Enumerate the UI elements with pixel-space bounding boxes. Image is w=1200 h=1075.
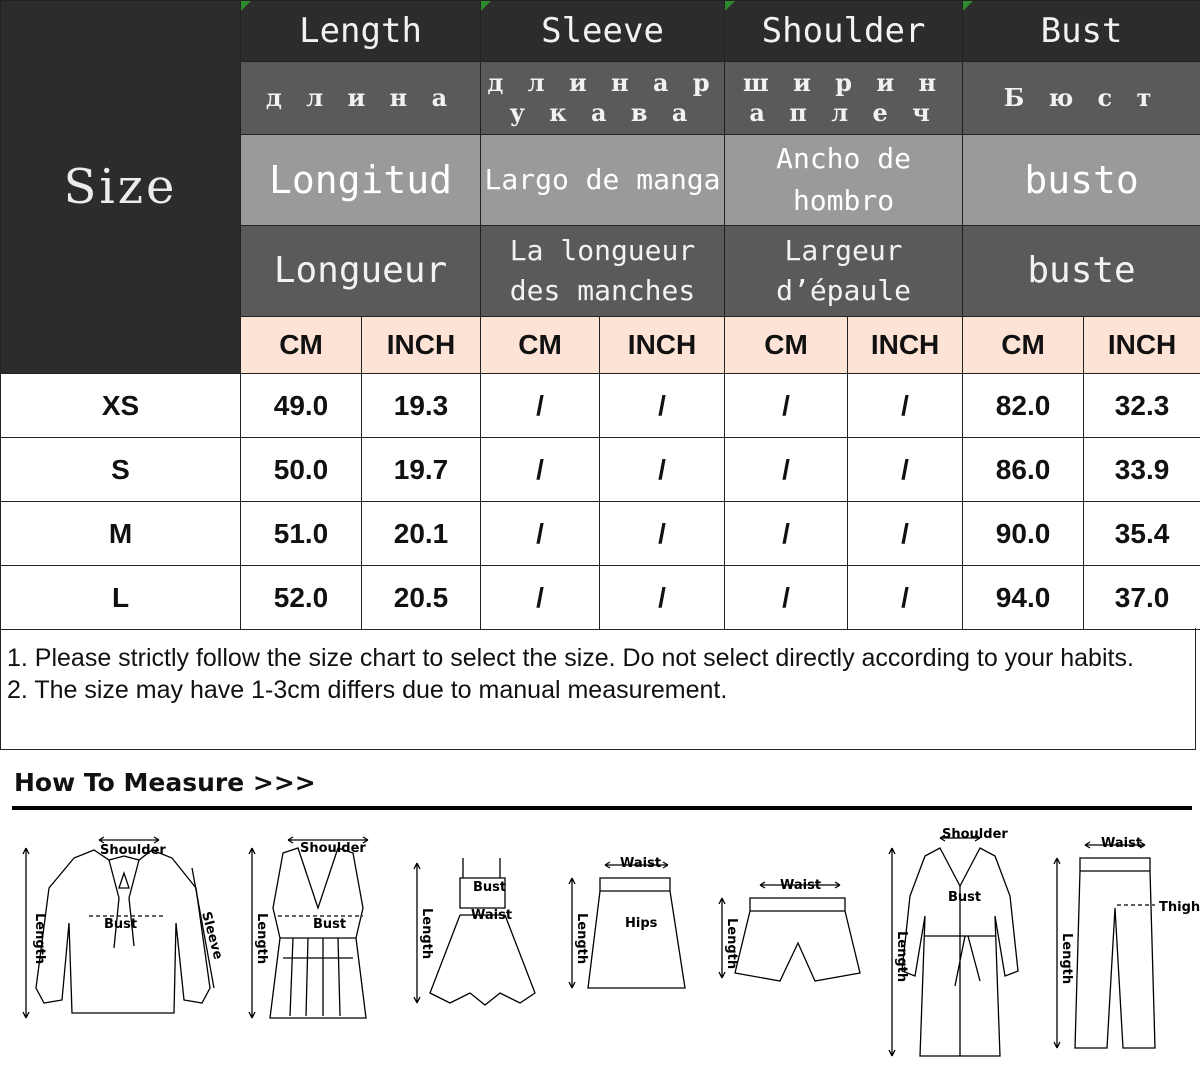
sleeve-label: Sleeve xyxy=(198,910,226,962)
shoulder-label: Shoulder xyxy=(942,827,1008,842)
length-label: Length xyxy=(574,913,589,965)
coat-belt-icon xyxy=(925,886,995,1056)
sleeve-cm-cell: / xyxy=(481,438,600,502)
sleeve-cm-cell: / xyxy=(481,566,600,630)
col-header-bust-en-text: Bust xyxy=(1040,11,1123,51)
col-header-sleeve-en-text: Sleeve xyxy=(541,11,664,51)
unit-inch: INCH xyxy=(1084,317,1200,374)
length-cm-cell: 52.0 xyxy=(241,566,362,630)
unit-cm: CM xyxy=(481,317,600,374)
shoulder-inch-cell: / xyxy=(848,502,963,566)
length-inch-cell: 20.5 xyxy=(362,566,481,630)
length-label: Length xyxy=(894,931,909,983)
col-header-length-fr: Longueur xyxy=(241,226,481,317)
length-label: Length xyxy=(32,913,47,965)
col-header-bust-en xyxy=(963,1,1200,62)
sleeve-inch-cell: / xyxy=(600,566,725,630)
sleeve-inch-cell: / xyxy=(600,438,725,502)
col-header-shoulder-en xyxy=(725,1,963,62)
shoulder-label: Shoulder xyxy=(100,843,166,858)
bust-label: Bust xyxy=(473,880,507,895)
note-2: 2. The size may have 1-3cm differs due to manual measurement. xyxy=(7,676,728,704)
table-row xyxy=(1,374,1200,438)
bust-label: Bust xyxy=(104,917,138,932)
col-header-shoulder-en-text: Shoulder xyxy=(761,11,926,51)
shoulder-cm-cell: / xyxy=(725,502,848,566)
bust-inch-cell: 32.3 xyxy=(1084,374,1200,438)
shorts-outline-icon xyxy=(735,898,860,981)
col-header-bust-fr: buste xyxy=(963,226,1200,317)
col-header-length-en-text: Length xyxy=(299,11,422,51)
note-1: 1. Please strictly follow the size chart to select the size. Do not select directly according to your habits. xyxy=(7,644,1134,672)
length-inch-cell: 19.7 xyxy=(362,438,481,502)
sleeve-cm-cell: / xyxy=(481,374,600,438)
length-inch-cell: 19.3 xyxy=(362,374,481,438)
measure-diagrams xyxy=(0,818,1200,1073)
divider xyxy=(12,806,1192,810)
shoulder-label: Shoulder xyxy=(300,841,366,856)
length-inch-cell: 20.1 xyxy=(362,502,481,566)
sleeve-inch-cell: / xyxy=(600,374,725,438)
shoulder-inch-cell: / xyxy=(848,374,963,438)
shoulder-cm-cell: / xyxy=(725,566,848,630)
waist-label: Waist xyxy=(620,856,662,871)
coat-diagram xyxy=(880,826,1040,1061)
col-header-sleeve-es: Largo de manga xyxy=(481,135,725,226)
size-cell: S xyxy=(1,438,241,502)
bust-inch-cell: 35.4 xyxy=(1084,502,1200,566)
col-header-sleeve-fr: La longueur des manches xyxy=(481,226,725,317)
bust-inch-cell: 37.0 xyxy=(1084,566,1200,630)
size-notes xyxy=(0,628,1196,750)
shoulder-cm-cell: / xyxy=(725,438,848,502)
skirt-diagram xyxy=(560,853,700,1013)
corner-marker xyxy=(725,1,735,11)
bust-inch-cell: 33.9 xyxy=(1084,438,1200,502)
col-header-length-es: Longitud xyxy=(241,135,481,226)
unit-inch: INCH xyxy=(362,317,481,374)
bust-cm-cell: 94.0 xyxy=(963,566,1084,630)
shorts-diagram xyxy=(710,873,870,1003)
bust-cm-cell: 90.0 xyxy=(963,502,1084,566)
bust-cm-cell: 86.0 xyxy=(963,438,1084,502)
sleeve-inch-cell: / xyxy=(600,502,725,566)
length-cm-cell: 50.0 xyxy=(241,438,362,502)
how-to-measure-title: How To Measure >>> xyxy=(14,768,316,797)
unit-cm: CM xyxy=(963,317,1084,374)
skirt-outline-icon xyxy=(588,878,685,988)
corner-marker xyxy=(481,1,491,11)
table-row xyxy=(1,566,1200,630)
waist-label: Waist xyxy=(471,908,513,923)
col-header-sleeve-ru: д л и н а р у к а в а xyxy=(481,62,725,135)
vest-diagram xyxy=(238,828,398,1038)
corner-marker xyxy=(241,1,251,11)
length-arrow-icon xyxy=(23,848,29,1018)
vest-panel-icon xyxy=(280,938,356,1016)
unit-inch: INCH xyxy=(848,317,963,374)
sleeve-cm-cell: / xyxy=(481,502,600,566)
blouse-diagram xyxy=(14,828,229,1038)
col-header-length-en xyxy=(241,1,481,62)
bust-label: Bust xyxy=(948,890,982,905)
bust-cm-cell: 82.0 xyxy=(963,374,1084,438)
unit-inch: INCH xyxy=(600,317,725,374)
length-label: Length xyxy=(1059,933,1074,985)
length-label: Length xyxy=(254,913,269,965)
col-header-sleeve-en xyxy=(481,1,725,62)
thigh-label: Thigh xyxy=(1159,900,1200,915)
size-header: Size xyxy=(1,1,241,374)
col-header-shoulder-ru: ш и р и н а п л е ч xyxy=(725,62,963,135)
unit-cm: CM xyxy=(241,317,362,374)
col-header-bust-es: busto xyxy=(963,135,1200,226)
col-header-shoulder-es: Ancho de hombro xyxy=(725,135,963,226)
size-cell: L xyxy=(1,566,241,630)
corner-marker xyxy=(963,1,973,11)
length-cm-cell: 49.0 xyxy=(241,374,362,438)
length-label: Length xyxy=(724,918,739,970)
col-header-bust-ru: Б ю с т xyxy=(963,62,1200,135)
shoulder-cm-cell: / xyxy=(725,374,848,438)
unit-cm: CM xyxy=(725,317,848,374)
waist-label: Waist xyxy=(1101,836,1143,851)
vest-outline-icon xyxy=(270,848,366,1018)
pants-diagram xyxy=(1045,833,1200,1058)
length-label: Length xyxy=(419,908,434,960)
size-cell: XS xyxy=(1,374,241,438)
hips-label: Hips xyxy=(625,916,658,931)
col-header-shoulder-fr: Largeur d’épaule xyxy=(725,226,963,317)
length-cm-cell: 51.0 xyxy=(241,502,362,566)
bow-icon xyxy=(109,860,139,948)
bust-label: Bust xyxy=(313,917,347,932)
table-row xyxy=(1,502,1200,566)
table-row xyxy=(1,438,1200,502)
shoulder-inch-cell: / xyxy=(848,438,963,502)
shoulder-inch-cell: / xyxy=(848,566,963,630)
col-header-length-ru: д л и н а xyxy=(241,62,481,135)
size-cell: M xyxy=(1,502,241,566)
waist-label: Waist xyxy=(780,878,822,893)
pants-outline-icon xyxy=(1075,858,1155,1048)
dress-diagram xyxy=(405,853,535,1023)
